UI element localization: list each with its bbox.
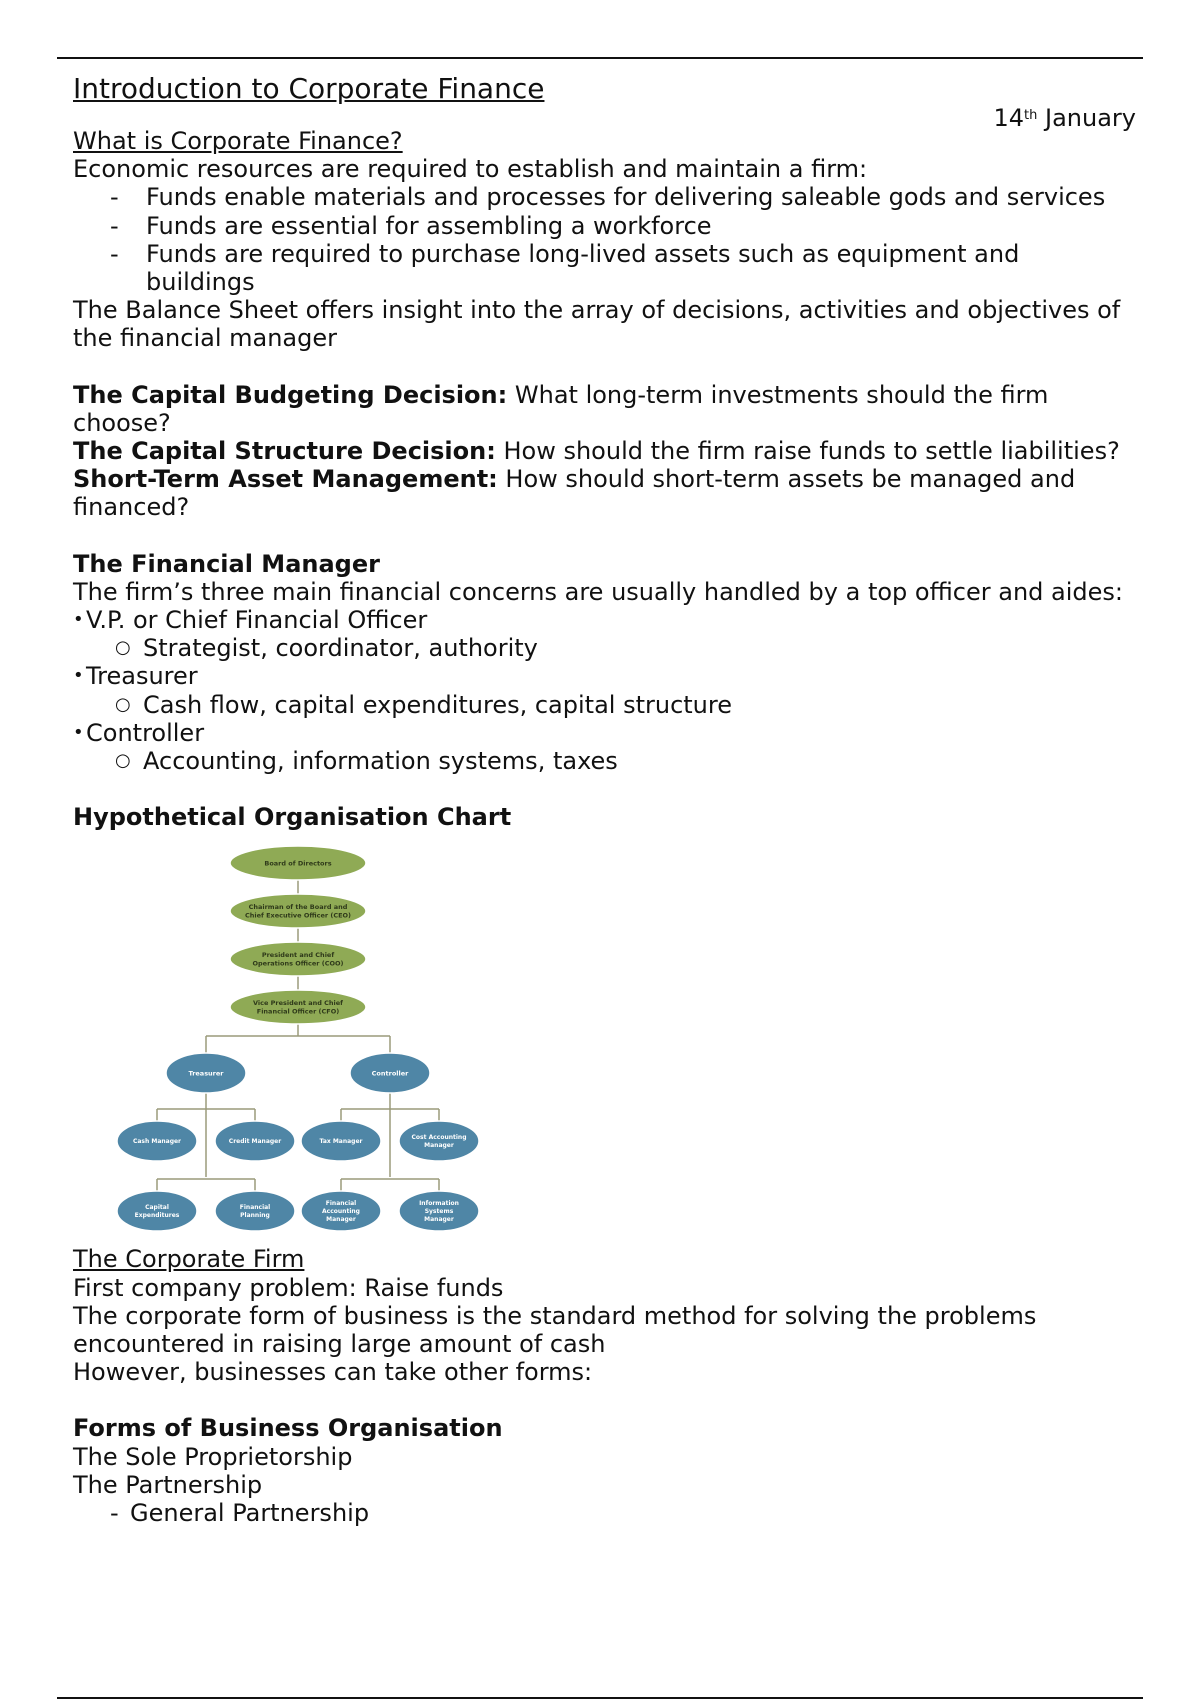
controller-report-node-label: Cost Accounting xyxy=(411,1134,467,1142)
list-item: - General Partnership xyxy=(110,1499,370,1528)
controller-report-node-label: Systems xyxy=(424,1208,454,1216)
page-title: Introduction to Corporate Finance xyxy=(73,72,545,105)
treasurer-node-label: Treasurer xyxy=(188,1069,224,1078)
controller-report-node-label: Accounting xyxy=(322,1208,360,1216)
chain-node-label: Chief Executive Officer (CEO) xyxy=(244,911,352,920)
circle-bullet-icon: ○ xyxy=(115,693,131,715)
balance-sheet-text: The Balance Sheet offers insight into the array of decisions, activities and objectives of the financial manager xyxy=(73,296,1121,353)
roles-list xyxy=(73,606,1133,775)
org-chart-heading: Hypothetical Organisation Chart xyxy=(73,803,512,832)
top-rule xyxy=(57,57,1143,59)
treasurer-report-node-label: Financial xyxy=(239,1204,271,1212)
section-intro: Economic resources are required to establish and maintain a firm: xyxy=(73,155,868,184)
corporate-firm-line: However, businesses can take other forms: xyxy=(73,1358,593,1387)
controller-report-node-label: Manager xyxy=(424,1216,454,1224)
role-detail: ○ Accounting, information systems, taxes xyxy=(115,747,618,776)
circle-bullet-icon: ○ xyxy=(115,637,131,659)
bullet-icon: • xyxy=(73,609,84,631)
controller-report-node-label: Tax Manager xyxy=(319,1138,363,1146)
corporate-firm-heading: The Corporate Firm xyxy=(73,1245,305,1274)
treasurer-report-node-label: Capital xyxy=(145,1204,169,1212)
chain-node-label: Vice President and Chief xyxy=(253,999,343,1008)
funds-list xyxy=(73,183,1133,296)
document-body xyxy=(73,70,1136,1528)
treasurer-report-node-label: Cash Manager xyxy=(132,1138,182,1146)
date-suffix: th xyxy=(1024,108,1038,123)
financial-manager-heading: The Financial Manager xyxy=(73,549,380,578)
list-item: - Funds enable materials and processes for delivering saleable gods and services xyxy=(110,183,1106,212)
partnership-sublist xyxy=(73,1499,1133,1527)
treasurer-report-node-label: Expenditures xyxy=(134,1212,180,1220)
circle-bullet-icon: ○ xyxy=(115,750,131,772)
controller-report-node-label: Manager xyxy=(326,1216,356,1224)
form-item: The Partnership xyxy=(73,1470,263,1499)
section-heading-corporate-finance: What is Corporate Finance? xyxy=(73,127,403,155)
corporate-firm-line: First company problem: Raise funds xyxy=(73,1273,504,1302)
form-item: The Sole Proprietorship xyxy=(73,1442,353,1471)
role-detail: ○ Strategist, coordinator, authority xyxy=(115,634,538,663)
controller-report-node-label: Manager xyxy=(424,1142,454,1150)
chain-node-label: President and Chief xyxy=(261,951,335,960)
controller-report-node-label: Information xyxy=(419,1200,459,1208)
corporate-firm-line: The corporate form of business is the standard method for solving the problems encountered in raising large amount of cash xyxy=(73,1301,1037,1359)
bottom-rule xyxy=(57,1697,1143,1699)
treasurer-report-node-label: Planning xyxy=(240,1212,270,1220)
list-item: - Funds are essential for assembling a workforce xyxy=(110,211,712,240)
date-day: 14 xyxy=(993,104,1025,132)
role-detail: ○ Cash flow, capital expenditures, capital structure xyxy=(115,690,732,719)
treasurer-report-node-label: Credit Manager xyxy=(228,1138,282,1146)
controller-report-node-label: Financial xyxy=(325,1200,357,1208)
bullet-icon: • xyxy=(73,721,84,743)
date xyxy=(993,104,1136,132)
role-item: • V.P. or Chief Financial Officer ○ Strategist, coordinator, authority xyxy=(73,606,1133,662)
decision-capital-structure: The Capital Structure Decision: How should the firm raise funds to settle liabilities? xyxy=(73,437,1120,466)
role-item: • Controller ○ Accounting, information systems, taxes xyxy=(73,719,1133,775)
financial-manager-intro: The firm’s three main financial concerns are usually handled by a top officer and aides: xyxy=(73,577,1123,606)
controller-node-label: Controller xyxy=(371,1069,409,1078)
chain-node-label: Financial Officer (CFO) xyxy=(256,1007,340,1016)
decision-short-term-assets: Short-Term Asset Management: How should short-term assets be managed and financed? xyxy=(73,465,1076,522)
decision-capital-budgeting: The Capital Budgeting Decision: What long-term investments should the firm choose? xyxy=(73,380,1049,437)
chain-node-label: Board of Directors xyxy=(264,859,332,868)
bullet-icon: • xyxy=(73,665,84,687)
date-month: January xyxy=(1045,104,1136,132)
forms-heading: Forms of Business Organisation xyxy=(73,1414,503,1443)
role-item: • Treasurer ○ Cash flow, capital expenditures, capital structure xyxy=(73,662,1133,718)
chain-node-label: Operations Officer (COO) xyxy=(252,959,344,968)
chain-node-label: Chairman of the Board and xyxy=(248,903,348,912)
list-item: - Funds are required to purchase long-lived assets such as equipment and buildings xyxy=(110,239,1020,297)
org-chart xyxy=(73,841,523,1239)
